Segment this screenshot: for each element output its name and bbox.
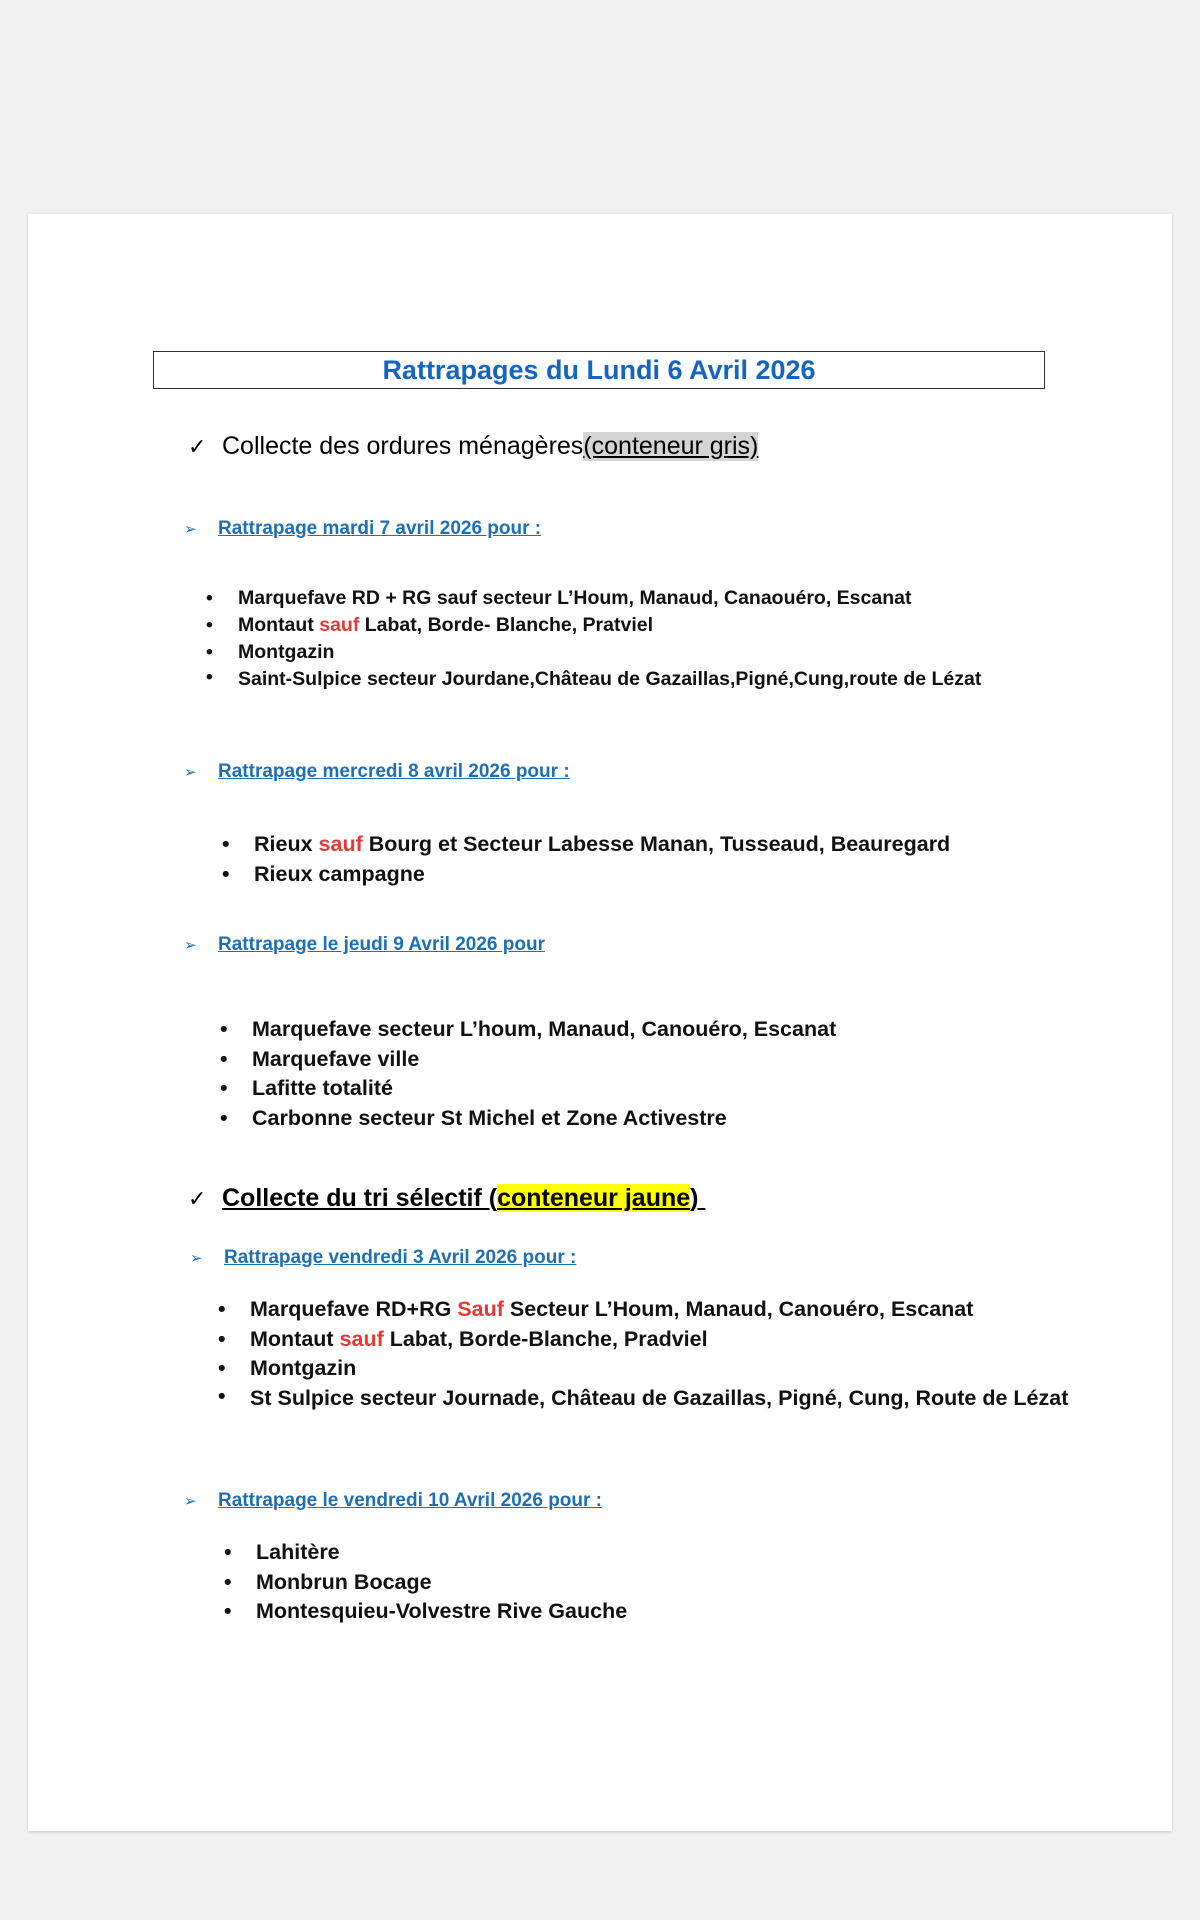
list-item: • Carbonne secteur St Michel et Zone Activestre (252, 1104, 1072, 1134)
list-item: • Rieux sauf Bourg et Secteur Labesse Manan, Tusseaud, Beauregard (254, 830, 1074, 860)
subheading-text: Rattrapage mercredi 8 avril 2026 pour : (218, 761, 570, 782)
arrow-right-icon: ➢ (184, 1493, 197, 1510)
section-heading-highlight: conteneur jaune (497, 1184, 691, 1212)
section-heading-ordures (188, 432, 758, 461)
list-item: • Monbrun Bocage (256, 1568, 1076, 1598)
subheading-jeudi (184, 934, 545, 956)
list-mardi (238, 585, 1058, 692)
subheading-vendredi-10 (184, 1490, 602, 1512)
list-item: • Rieux campagne (254, 860, 1074, 890)
page-title (153, 351, 1045, 389)
list-item: • Marquefave ville (252, 1045, 1072, 1075)
list-vendredi-10 (256, 1538, 1076, 1627)
list-item: • Marquefave RD + RG sauf secteur L’Houm, Manaud, Canaouéro, Escanat (238, 585, 1058, 612)
arrow-right-icon: ➢ (190, 1250, 203, 1267)
list-item: • Montesquieu-Volvestre Rive Gauche (256, 1597, 1076, 1627)
page-title-text: Rattrapages du Lundi 6 Avril 2026 (382, 354, 816, 385)
section-heading-tri (188, 1184, 705, 1213)
list-item: • St Sulpice secteur Journade, Château de Gazaillas, Pigné, Cung, Route de Lézat (250, 1384, 1090, 1411)
arrow-right-icon: ➢ (184, 764, 197, 781)
list-item: • Lahitère (256, 1538, 1076, 1568)
list-mercredi (254, 830, 1074, 889)
list-item: • Lafitte totalité (252, 1074, 1072, 1104)
section-heading-highlight: (conteneur gris) (583, 432, 759, 460)
section-heading-text: Collecte du tri sélectif (conteneur jaune) (222, 1184, 699, 1212)
list-item: • Saint-Sulpice secteur Jourdane,Château de Gazaillas,Pigné,Cung,route de Lézat (238, 666, 1058, 692)
list-vendredi-3 (250, 1295, 1090, 1410)
check-icon: ✓ (188, 1186, 207, 1211)
list-item: • Montaut sauf Labat, Borde- Blanche, Pratviel (238, 612, 1058, 639)
subheading-text: Rattrapage mardi 7 avril 2026 pour : (218, 518, 542, 539)
arrow-right-icon: ➢ (184, 521, 197, 538)
list-item: • Montgazin (250, 1354, 1090, 1384)
subheading-text: Rattrapage le jeudi 9 Avril 2026 pour (218, 934, 545, 955)
check-icon: ✓ (188, 434, 207, 459)
subheading-vendredi-3 (190, 1247, 576, 1269)
list-item: • Montgazin (238, 639, 1058, 666)
subheading-mercredi (184, 761, 570, 783)
subheading-mardi (184, 518, 541, 540)
document-page (28, 214, 1172, 1831)
arrow-right-icon: ➢ (184, 937, 197, 954)
list-item: • Marquefave secteur L’houm, Manaud, Canouéro, Escanat (252, 1015, 1072, 1045)
section-heading-text: Collecte des ordures ménagères (222, 432, 584, 460)
list-item: • Montaut sauf Labat, Borde-Blanche, Pradviel (250, 1325, 1090, 1355)
subheading-text: Rattrapage le vendredi 10 Avril 2026 pour : (218, 1490, 603, 1511)
list-jeudi (252, 1015, 1072, 1133)
subheading-text: Rattrapage vendredi 3 Avril 2026 pour : (224, 1247, 577, 1268)
list-item: • Marquefave RD+RG Sauf Secteur L’Houm, Manaud, Canouéro, Escanat (250, 1295, 1090, 1325)
